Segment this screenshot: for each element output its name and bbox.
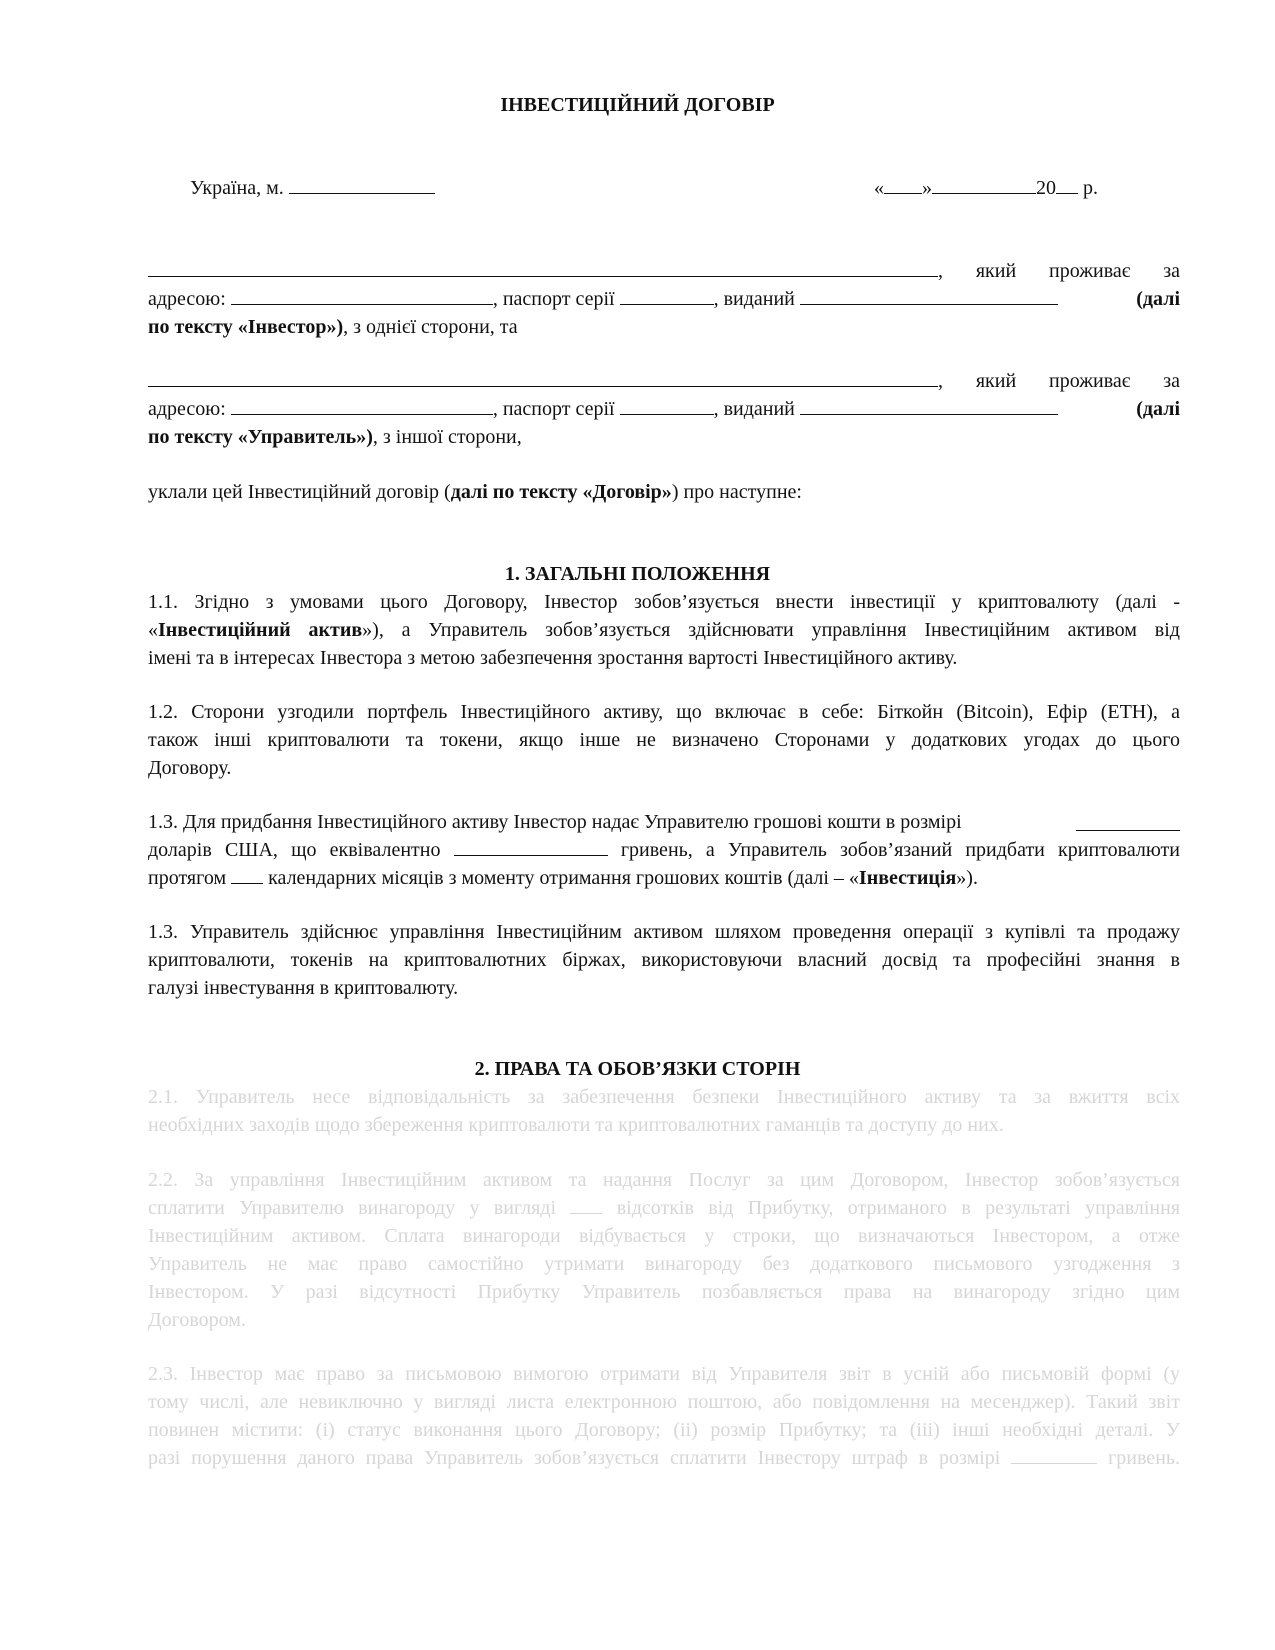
party2-issued-blank[interactable] (800, 396, 1058, 415)
party1-line2 (148, 285, 1180, 313)
s1-p1-l3: імені та в інтересах Інвестора з метою забезпечення зростання вартості Інвестиційного активу. (148, 647, 958, 669)
document-title: ІНВЕСТИЦІЙНИЙ ДОГОВІР (500, 94, 775, 116)
party2-passport-label: , паспорт серії (492, 398, 615, 420)
s2-p1-l2: необхідних заходів щодо збереження криптовалюти та криптовалютних гаманців та доступу до них. (148, 1114, 1004, 1136)
party1-dali: (далі (1136, 288, 1180, 310)
party2-line1-text: , який проживає за (938, 370, 1180, 392)
year-suffix: р. (1083, 177, 1098, 199)
s2-p3-l4-b: гривень. (1108, 1447, 1181, 1469)
place-label: Україна, м. (190, 177, 284, 199)
date-open-quote: « (874, 177, 884, 199)
months-blank[interactable] (231, 865, 263, 884)
s1-p3-l2-a: доларів США, що еквівалентно (148, 839, 441, 861)
year-prefix: 20 (1036, 177, 1056, 199)
party2-name-blank[interactable] (148, 368, 938, 387)
s2-p3-l4-a: разі порушення даного права Управитель зобов’язується сплатити Інвестору штраф в розмірі (148, 1447, 1001, 1469)
concluded-pre: уклали цей Інвестиційний договір ( (148, 481, 451, 503)
party1-line1-text: , який проживає за (938, 260, 1180, 282)
s1-p1-l2-pre: « (148, 619, 158, 641)
s1-p3-l3-a: протягом (148, 867, 227, 889)
s1-p3-term: Інвестиція (858, 867, 957, 889)
s1-p1-term: Інвестиційний актив (158, 619, 363, 641)
s1-p4-l2: криптовалюти, токенів на криптовалютних біржах, використовуючи власний досвід та професійні знання в (148, 949, 1180, 971)
s1-p2-l1: 1.2. Сторони узгодили портфель Інвестиційного активу, що включає в себе: Біткойн (Bitcoin), Ефір (ETH), а (148, 701, 1180, 723)
party2-role: по тексту «Управитель») (148, 426, 373, 448)
concluded-bold: далі по тексту «Договір» (450, 481, 672, 503)
section2-heading: 2. ПРАВА ТА ОБОВ’ЯЗКИ СТОРІН (474, 1058, 801, 1080)
party2-addr-label: адресою: (148, 398, 226, 420)
s1-p3-l1-text: 1.3. Для придбання Інвестиційного активу Інвестор надає Управителю грошові кошти в розмірі (148, 811, 962, 833)
party2-line3-text: , з іншої сторони, (372, 426, 522, 448)
party1-passport-blank[interactable] (620, 286, 714, 305)
amount-uah-blank[interactable] (454, 837, 608, 856)
s2-p2-l6: Договором. (148, 1309, 246, 1331)
penalty-blank[interactable] (1011, 1445, 1097, 1464)
party2-line1 (148, 367, 1180, 395)
s1-p3-l3-c: »). (956, 867, 978, 889)
s2-p2-l5: Інвестором. У разі відсутності Прибутку Управитель позбавляється права на винагороду згідно цим (148, 1281, 1180, 1303)
section1-heading: 1. ЗАГАЛЬНІ ПОЛОЖЕННЯ (504, 563, 771, 585)
s1-p2-l3: Договору. (148, 757, 232, 779)
party2-issued-label: , виданий (713, 398, 795, 420)
s2-p2-l3: Інвестиційним активом. Сплата винагороди відбувається у строки, що визначаються Інвестором, а отже (148, 1225, 1180, 1247)
city-blank[interactable] (289, 175, 435, 194)
s2-p2-l4: Управитель не має право самостійно утримати винагороду без додаткового письмового узгодження з (148, 1253, 1180, 1275)
s2-p2-l2 (148, 1194, 1180, 1222)
date-field (874, 174, 1134, 202)
fee-percent-blank[interactable] (570, 1195, 602, 1214)
date-close-quote: » (922, 177, 932, 199)
s1-p1-l2 (148, 616, 1180, 644)
party1-address-blank[interactable] (231, 286, 493, 305)
party2-line3 (148, 423, 1180, 451)
party1-addr-label: адресою: (148, 288, 226, 310)
party1-line3 (148, 313, 1180, 341)
party2-dali: (далі (1136, 398, 1180, 420)
party1-issued-blank[interactable] (800, 286, 1058, 305)
party1-role: по тексту «Інвестор») (148, 316, 344, 338)
party1-passport-label: , паспорт серії (492, 288, 615, 310)
concluded-line (148, 478, 1180, 506)
s2-p1-l1: 2.1. Управитель несе відповідальність за забезпечення безпеки Інвестиційного активу та за вжиття всіх (148, 1086, 1180, 1108)
s1-p3-l2 (148, 836, 1180, 864)
day-blank[interactable] (884, 175, 922, 194)
amount-usd-blank[interactable] (1076, 812, 1180, 831)
month-blank[interactable] (932, 175, 1036, 194)
party2-line2 (148, 395, 1180, 423)
s1-p1-l1: 1.1. Згідно з умовами цього Договору, Інвестор зобов’язується внести інвестиції у криптовалюту (далі - (148, 591, 1180, 613)
party1-line3-text: , з однієї сторони, та (343, 316, 518, 338)
concluded-post: ) про наступне: (671, 481, 802, 503)
s2-p3-l3: повинен містити: (і) статус виконання цього Договору; (іі) розмір Прибутку; та (ііі) інші необхідні деталі. У (148, 1419, 1180, 1441)
s1-p1-l2-post: »), а Управитель зобов’язується здійснювати управління Інвестиційним активом від (362, 619, 1180, 641)
year-blank[interactable] (1056, 175, 1078, 194)
party1-issued-label: , виданий (713, 288, 795, 310)
s1-p4-l1: 1.3. Управитель здійснює управління Інвестиційним активом шляхом проведення операції з купівлі та продажу (148, 921, 1180, 943)
s1-p3-l2-b: гривень, а Управитель зобов’язаний придбати криптовалюти (620, 839, 1180, 861)
s1-p3-l3-b: календарних місяців з моменту отримання грошових коштів (далі – « (268, 867, 859, 889)
s2-p2-l2-b: відсотків від Прибутку, отриманого в результаті управління (616, 1197, 1181, 1219)
s1-p2-l2: також інші криптовалюти та токени, якщо інше не визначено Сторонами у додаткових угодах до цього (148, 729, 1180, 751)
s1-p3-l1 (148, 808, 1180, 836)
s1-p4-l3: галузі інвестування в криптовалюту. (148, 977, 459, 999)
party1-name-blank[interactable] (148, 258, 938, 277)
s2-p2-l1: 2.2. За управління Інвестиційним активом та надання Послуг за цим Договором, Інвестор зобов’язується (148, 1169, 1180, 1191)
s2-p3-l4 (148, 1444, 1180, 1472)
party2-address-blank[interactable] (231, 396, 493, 415)
s2-p2-l2-a: сплатити Управителю винагороду у вигляді (148, 1197, 557, 1219)
s2-p3-l2: тому числі, але невиключно у вигляді листа електронною поштою, або повідомлення на месенджер). Такий звіт (148, 1391, 1180, 1413)
party2-passport-blank[interactable] (620, 396, 714, 415)
party1-line1 (148, 257, 1180, 285)
s2-p3-l1: 2.3. Інвестор має право за письмовою вимогою отримати від Управителя звіт в усній або письмовій формі (у (148, 1363, 1180, 1385)
s1-p3-l3 (148, 864, 1180, 892)
